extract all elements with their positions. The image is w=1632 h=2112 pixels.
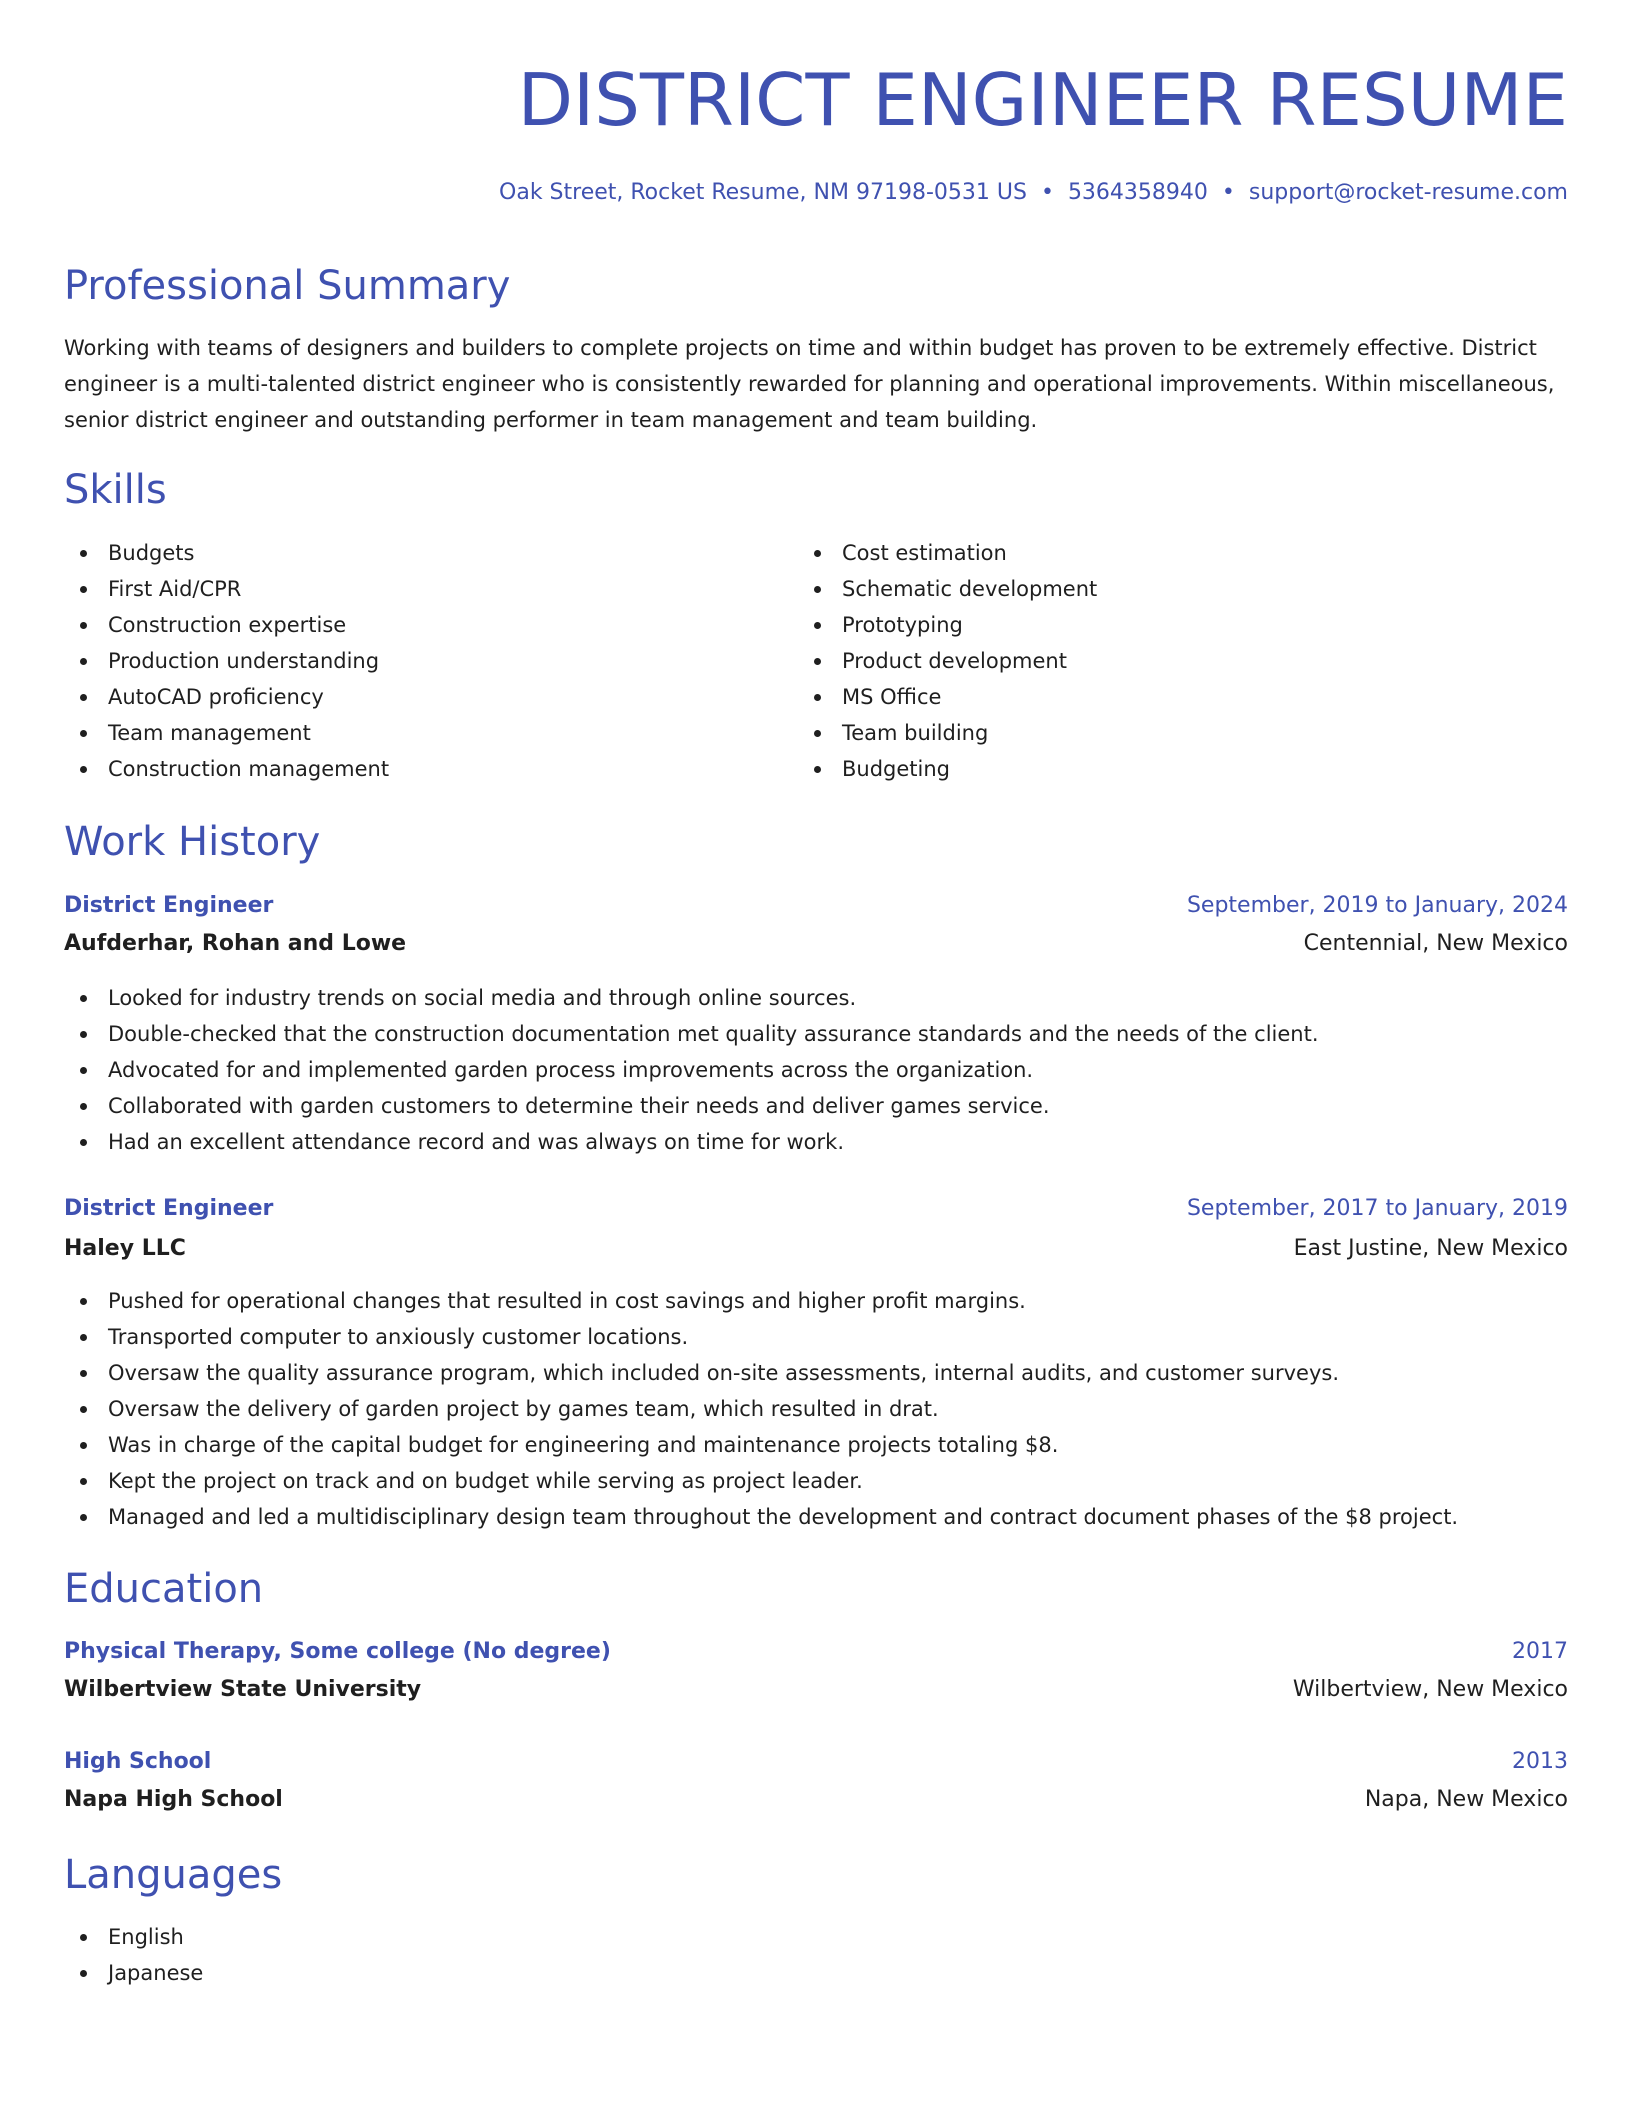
contact-address: Oak Street, Rocket Resume, NM 97198-0531 US — [499, 180, 1027, 205]
job-responsibilities — [64, 980, 1568, 1160]
education-degree: High School — [64, 1749, 212, 1774]
list-item: Collaborated with garden customers to determine their needs and deliver games service. — [64, 1088, 1568, 1124]
skill-item: AutoCAD proficiency — [64, 679, 389, 715]
job-location: Centennial, New Mexico — [1303, 931, 1568, 956]
education-school: Napa High School — [64, 1787, 283, 1812]
skill-item: Prototyping — [798, 607, 1097, 643]
list-item: Oversaw the delivery of garden project by games team, which resulted in drat. — [64, 1391, 1568, 1427]
list-item: Had an excellent attendance record and was always on time for work. — [64, 1124, 1568, 1160]
contact-phone[interactable]: 5364358940 — [1067, 180, 1208, 205]
skill-item: Construction management — [64, 751, 389, 787]
summary-text: Working with teams of designers and builders to complete projects on time and within budget has proven to be extremely effective. District engineer is a multi-talented district engineer who is consistently rewarded for planning and operational improvements. Within miscellaneous, senior district engineer and outstanding performer in team management and team building. — [64, 336, 1555, 432]
job-company-row — [64, 926, 1568, 962]
education-location: Napa, New Mexico — [1364, 1787, 1568, 1812]
skill-item: Team building — [798, 715, 1097, 751]
education-location: Wilbertview, New Mexico — [1292, 1677, 1568, 1702]
contact-separator: • — [1221, 180, 1235, 205]
contact-separator: • — [1040, 180, 1054, 205]
language-item: English — [64, 1919, 1568, 1955]
list-item: Transported computer to anxiously customer locations. — [64, 1319, 1568, 1355]
skills-list-right — [798, 535, 1097, 787]
education-school-row — [64, 1672, 1568, 1708]
work-history-heading: Work History — [64, 819, 321, 865]
job-responsibilities — [64, 1283, 1568, 1535]
language-item: Japanese — [64, 1955, 1568, 1991]
summary-heading: Professional Summary — [64, 263, 511, 309]
list-item: Double-checked that the construction documentation met quality assurance standards and the needs of the client. — [64, 1016, 1568, 1052]
education-header-row — [64, 1744, 1568, 1780]
education-header-row — [64, 1634, 1568, 1670]
skill-item: Product development — [798, 643, 1097, 679]
job-dates: September, 2017 to January, 2019 — [1186, 1196, 1568, 1221]
list-item: Managed and led a multidisciplinary design team throughout the development and contract document phases of the $8 project. — [64, 1499, 1568, 1535]
resume-title: DISTRICT ENGINEER RESUME — [517, 58, 1568, 142]
list-item: Pushed for operational changes that resulted in cost savings and higher profit margins. — [64, 1283, 1568, 1319]
job-title: District Engineer — [64, 1196, 274, 1221]
education-school-row — [64, 1782, 1568, 1818]
list-item: Kept the project on track and on budget while serving as project leader. — [64, 1463, 1568, 1499]
list-item: Was in charge of the capital budget for engineering and maintenance projects totaling $8. — [64, 1427, 1568, 1463]
skill-item: First Aid/CPR — [64, 571, 389, 607]
skill-item: Budgeting — [798, 751, 1097, 787]
skill-item: MS Office — [798, 679, 1097, 715]
job-location: East Justine, New Mexico — [1293, 1236, 1568, 1261]
job-title: District Engineer — [64, 893, 274, 918]
contact-line — [499, 178, 1568, 208]
list-item: Looked for industry trends on social media and through online sources. — [64, 980, 1568, 1016]
skills-list-left — [64, 535, 389, 787]
contact-email[interactable]: support@rocket-resume.com — [1248, 180, 1568, 205]
education-school: Wilbertview State University — [64, 1677, 422, 1702]
list-item: Advocated for and implemented garden process improvements across the organization. — [64, 1052, 1568, 1088]
languages-heading: Languages — [64, 1852, 283, 1898]
skill-item: Schematic development — [798, 571, 1097, 607]
job-dates: September, 2019 to January, 2024 — [1186, 893, 1568, 918]
skill-item: Budgets — [64, 535, 389, 571]
education-degree: Physical Therapy, Some college (No degree) — [64, 1639, 611, 1664]
job-company: Aufderhar, Rohan and Lowe — [64, 931, 407, 956]
job-header-row — [64, 888, 1568, 924]
education-heading: Education — [64, 1566, 264, 1612]
skill-item: Cost estimation — [798, 535, 1097, 571]
languages-list — [64, 1919, 1568, 1991]
skill-item: Construction expertise — [64, 607, 389, 643]
job-header-row — [64, 1191, 1568, 1227]
education-year: 2017 — [1512, 1639, 1568, 1664]
skills-heading: Skills — [64, 467, 167, 513]
job-company: Haley LLC — [64, 1236, 186, 1261]
list-item: Oversaw the quality assurance program, which included on-site assessments, internal audits, and customer surveys. — [64, 1355, 1568, 1391]
skill-item: Production understanding — [64, 643, 389, 679]
job-company-row — [64, 1231, 1568, 1267]
education-year: 2013 — [1512, 1749, 1568, 1774]
skill-item: Team management — [64, 715, 389, 751]
